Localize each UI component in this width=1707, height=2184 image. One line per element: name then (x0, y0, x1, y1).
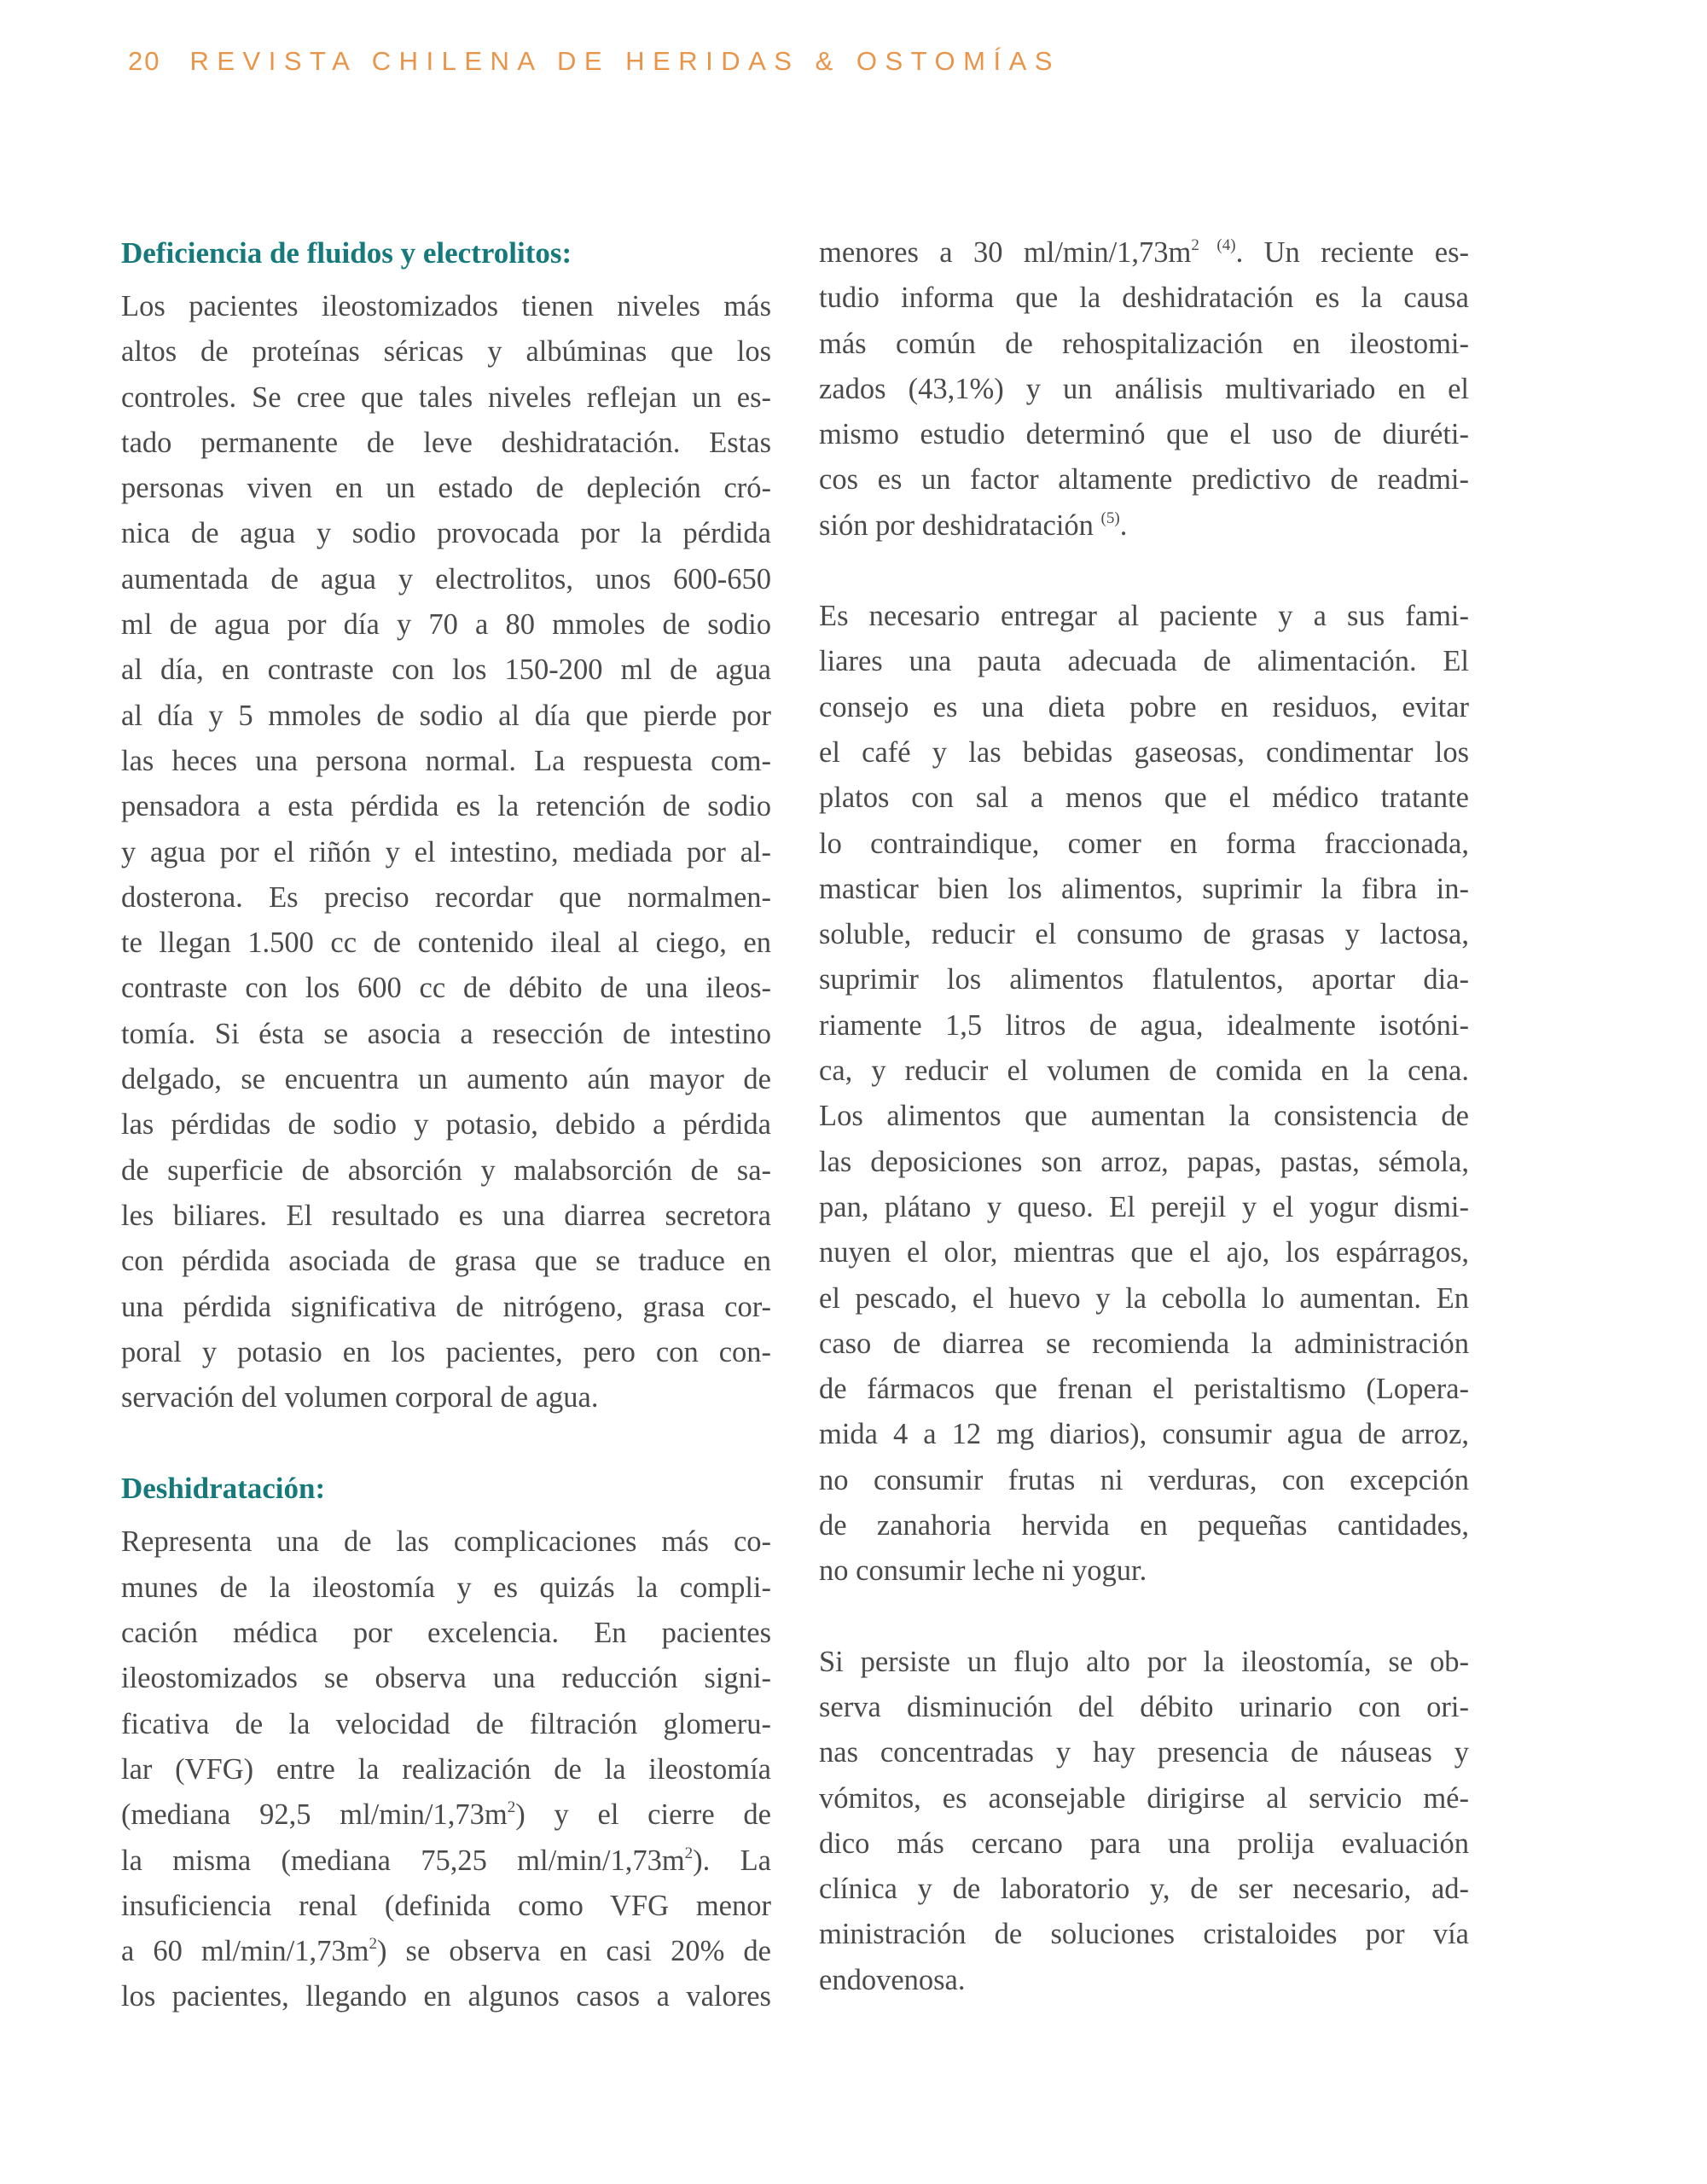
section-heading-fluid-deficiency: Deficiencia de fluidos y electrolitos: (121, 236, 572, 270)
text-line: soluble, reducir el consumo de grasas y lactosa, (819, 918, 1469, 951)
text-line: contraste con los 600 cc de débito de una ileos- (121, 972, 771, 1005)
text-line: las pérdidas de sodio y potasio, debido a pérdida (121, 1108, 771, 1141)
text-segment: . Un reciente es- (1235, 236, 1469, 269)
text-line: insuficiencia renal (definida como VFG menor (121, 1889, 771, 1922)
text-segment: sión por deshidratación (819, 508, 1101, 542)
superscript: 2 (369, 1935, 377, 1954)
text-line: altos de proteínas séricas y albúminas que los (121, 335, 771, 369)
text-line: de superficie de absorción y malabsorción de sa- (121, 1153, 771, 1187)
text-line: los pacientes, llegando en algunos casos a valores (121, 1980, 771, 2013)
text-line: el café y las bebidas gaseosas, condimentar los (819, 735, 1469, 769)
superscript: 2 (684, 1844, 694, 1862)
text-line: nuyen el olor, mientras que el ajo, los espárragos, (819, 1236, 1469, 1269)
text-line: las deposiciones son arroz, papas, pastas, sémola, (819, 1145, 1469, 1178)
text-line: nas concentradas y hay presencia de náuseas y (819, 1736, 1469, 1769)
text-segment: ). La (693, 1844, 771, 1877)
text-line: tudio informa que la deshidratación es la causa (819, 282, 1469, 315)
text-line (121, 1838, 771, 1884)
left-column (121, 230, 771, 2020)
text-line: les biliares. El resultado es una diarrea secretora (121, 1199, 771, 1232)
text-line (819, 503, 1469, 549)
text-line: platos con sal a menos que el médico tratante (819, 781, 1469, 815)
text-line: de fármacos que frenan el peristaltismo (Lopera- (819, 1373, 1469, 1406)
text-line: más común de rehospitalización en ileostomi- (819, 327, 1469, 360)
text-line: ministración de soluciones cristaloides por vía (819, 1918, 1469, 1951)
text-line (819, 230, 1469, 276)
paragraph-high-output (819, 1640, 1469, 2003)
text-line: no consumir leche ni yogur. (819, 1554, 1147, 1588)
text-line: ml de agua por día y 70 a 80 mmoles de sodio (121, 608, 771, 642)
text-line: masticar bien los alimentos, suprimir la fibra in- (819, 872, 1469, 905)
text-line: clínica y de laboratorio y, de ser necesario, ad- (819, 1873, 1469, 1906)
superscript (1191, 236, 1235, 254)
text-line: poral y potasio en los pacientes, pero con con- (121, 1335, 771, 1368)
citation-ref: (5) (1100, 508, 1120, 527)
text-line: suprimir los alimentos flatulentos, aportar dia- (819, 963, 1469, 996)
text-line: dosterona. Es preciso recordar que normalmen- (121, 880, 771, 914)
paragraph-diet-guidance (819, 594, 1469, 1594)
exponent: 2 (1191, 236, 1199, 254)
text-line: dico más cercano para una prolija evaluación (819, 1827, 1469, 1860)
text-line: tado permanente de leve deshidratación. Estas (121, 426, 771, 459)
text-line: aumentada de agua y electrolitos, unos 600-650 (121, 562, 771, 595)
text-line: delgado, se encuentra un aumento aún mayor de (121, 1063, 771, 1096)
text-line: controles. Se cree que tales niveles reflejan un es- (121, 380, 771, 414)
text-line: al día y 5 mmoles de sodio al día que pierde por (121, 699, 771, 732)
text-line: de zanahoria hervida en pequeñas cantidades, (819, 1509, 1469, 1542)
text-segment: menores a 30 ml/min/1,73m (819, 236, 1192, 269)
text-line: pan, plátano y queso. El perejil y el yogur dismi- (819, 1190, 1469, 1223)
text-line: riamente 1,5 litros de agua, idealmente isotóni- (819, 1008, 1469, 1042)
text-line: te llegan 1.500 cc de contenido ileal al ciego, en (121, 926, 771, 960)
text-line: servación del volumen corporal de agua. (121, 1381, 599, 1414)
text-line: ca, y reducir el volumen de comida en la cena. (819, 1054, 1469, 1088)
text-line: cación médica por excelencia. En pacientes (121, 1617, 771, 1650)
text-line: con pérdida asociada de grasa que se traduce en (121, 1245, 771, 1278)
text-line: tomía. Si ésta se asocia a resección de intestino (121, 1017, 771, 1050)
text-line: pensadora a esta pérdida es la retención de sodio (121, 790, 771, 823)
text-line: al día, en contraste con los 150-200 ml de agua (121, 653, 771, 687)
text-line: Representa una de las complicaciones más co- (121, 1525, 771, 1559)
text-segment: . (1119, 508, 1128, 542)
text-line: no consumir frutas ni verduras, con excepción (819, 1463, 1469, 1496)
spacer (121, 1420, 771, 1466)
text-line: serva disminución del débito urinario con ori- (819, 1690, 1469, 1723)
text-line: lo contraindique, comer en forma fraccionada, (819, 827, 1469, 860)
text-line: consejo es una dieta pobre en residuos, evitar (819, 690, 1469, 723)
text-line: endovenosa. (819, 1963, 966, 1996)
text-line: ileostomizados se observa una reducción signi- (121, 1662, 771, 1695)
paragraph-dehydration (121, 1519, 771, 2019)
text-line: caso de diarrea se recomienda la administración (819, 1327, 1469, 1360)
text-segment: la misma (mediana 75,25 ml/min/1,73m (121, 1844, 685, 1877)
text-line: cos es un factor altamente predictivo de readmi- (819, 463, 1469, 497)
text-line: las heces una persona normal. La respuesta com- (121, 744, 771, 777)
journal-title: REVISTA CHILENA DE HERIDAS & OSTOMÍAS (189, 46, 1060, 76)
text-line: Los pacientes ileostomizados tienen niveles más (121, 290, 771, 322)
citation-ref: (4) (1199, 236, 1236, 254)
text-line (121, 1792, 771, 1838)
text-segment: (mediana 92,5 ml/min/1,73m (121, 1798, 508, 1832)
text-segment: a 60 ml/min/1,73m (121, 1935, 369, 1968)
text-line: munes de la ileostomía y es quizás la compli- (121, 1571, 771, 1604)
text-segment: ) y el cierre de (515, 1798, 771, 1832)
text-line (121, 1929, 771, 1974)
text-line: Los alimentos que aumentan la consistencia de (819, 1100, 1469, 1133)
right-column (819, 230, 1469, 2003)
paragraph-fluid-deficiency (121, 284, 771, 1420)
paragraph-dehydration-continued (819, 230, 1469, 549)
section-heading-dehydration: Deshidratación: (121, 1472, 326, 1506)
text-line: el pescado, el huevo y la cebolla lo aumentan. En (819, 1281, 1469, 1315)
text-line: mismo estudio determinó que el uso de diuréti- (819, 418, 1469, 451)
spacer (819, 1594, 1469, 1640)
text-line: y agua por el riñón y el intestino, mediada por al- (121, 835, 771, 868)
running-header (128, 44, 1060, 78)
text-line: zados (43,1%) y un análisis multivariado en el (819, 372, 1469, 405)
superscript: 2 (507, 1798, 516, 1817)
text-line: liares una pauta adecuada de alimentación. El (819, 645, 1469, 678)
text-line: una pérdida significativa de nitrógeno, grasa cor- (121, 1290, 771, 1323)
text-line: Si persiste un flujo alto por la ileostomía, se ob- (819, 1645, 1469, 1678)
text-segment: ) se observa en casi 20% de (376, 1935, 771, 1968)
text-line: ficativa de la velocidad de filtración glomeru- (121, 1707, 771, 1740)
page-number: 20 (128, 46, 161, 76)
text-line: Es necesario entregar al paciente y a sus fami- (819, 600, 1469, 633)
text-line: vómitos, es aconsejable dirigirse al servicio mé- (819, 1781, 1469, 1815)
text-line: mida 4 a 12 mg diarios), consumir agua de arroz, (819, 1418, 1469, 1451)
text-line: nica de agua y sodio provocada por la pérdida (121, 517, 771, 550)
spacer (819, 549, 1469, 594)
text-line: personas viven en un estado de depleción cró- (121, 472, 771, 505)
text-line: lar (VFG) entre la realización de la ileostomía (121, 1752, 771, 1786)
